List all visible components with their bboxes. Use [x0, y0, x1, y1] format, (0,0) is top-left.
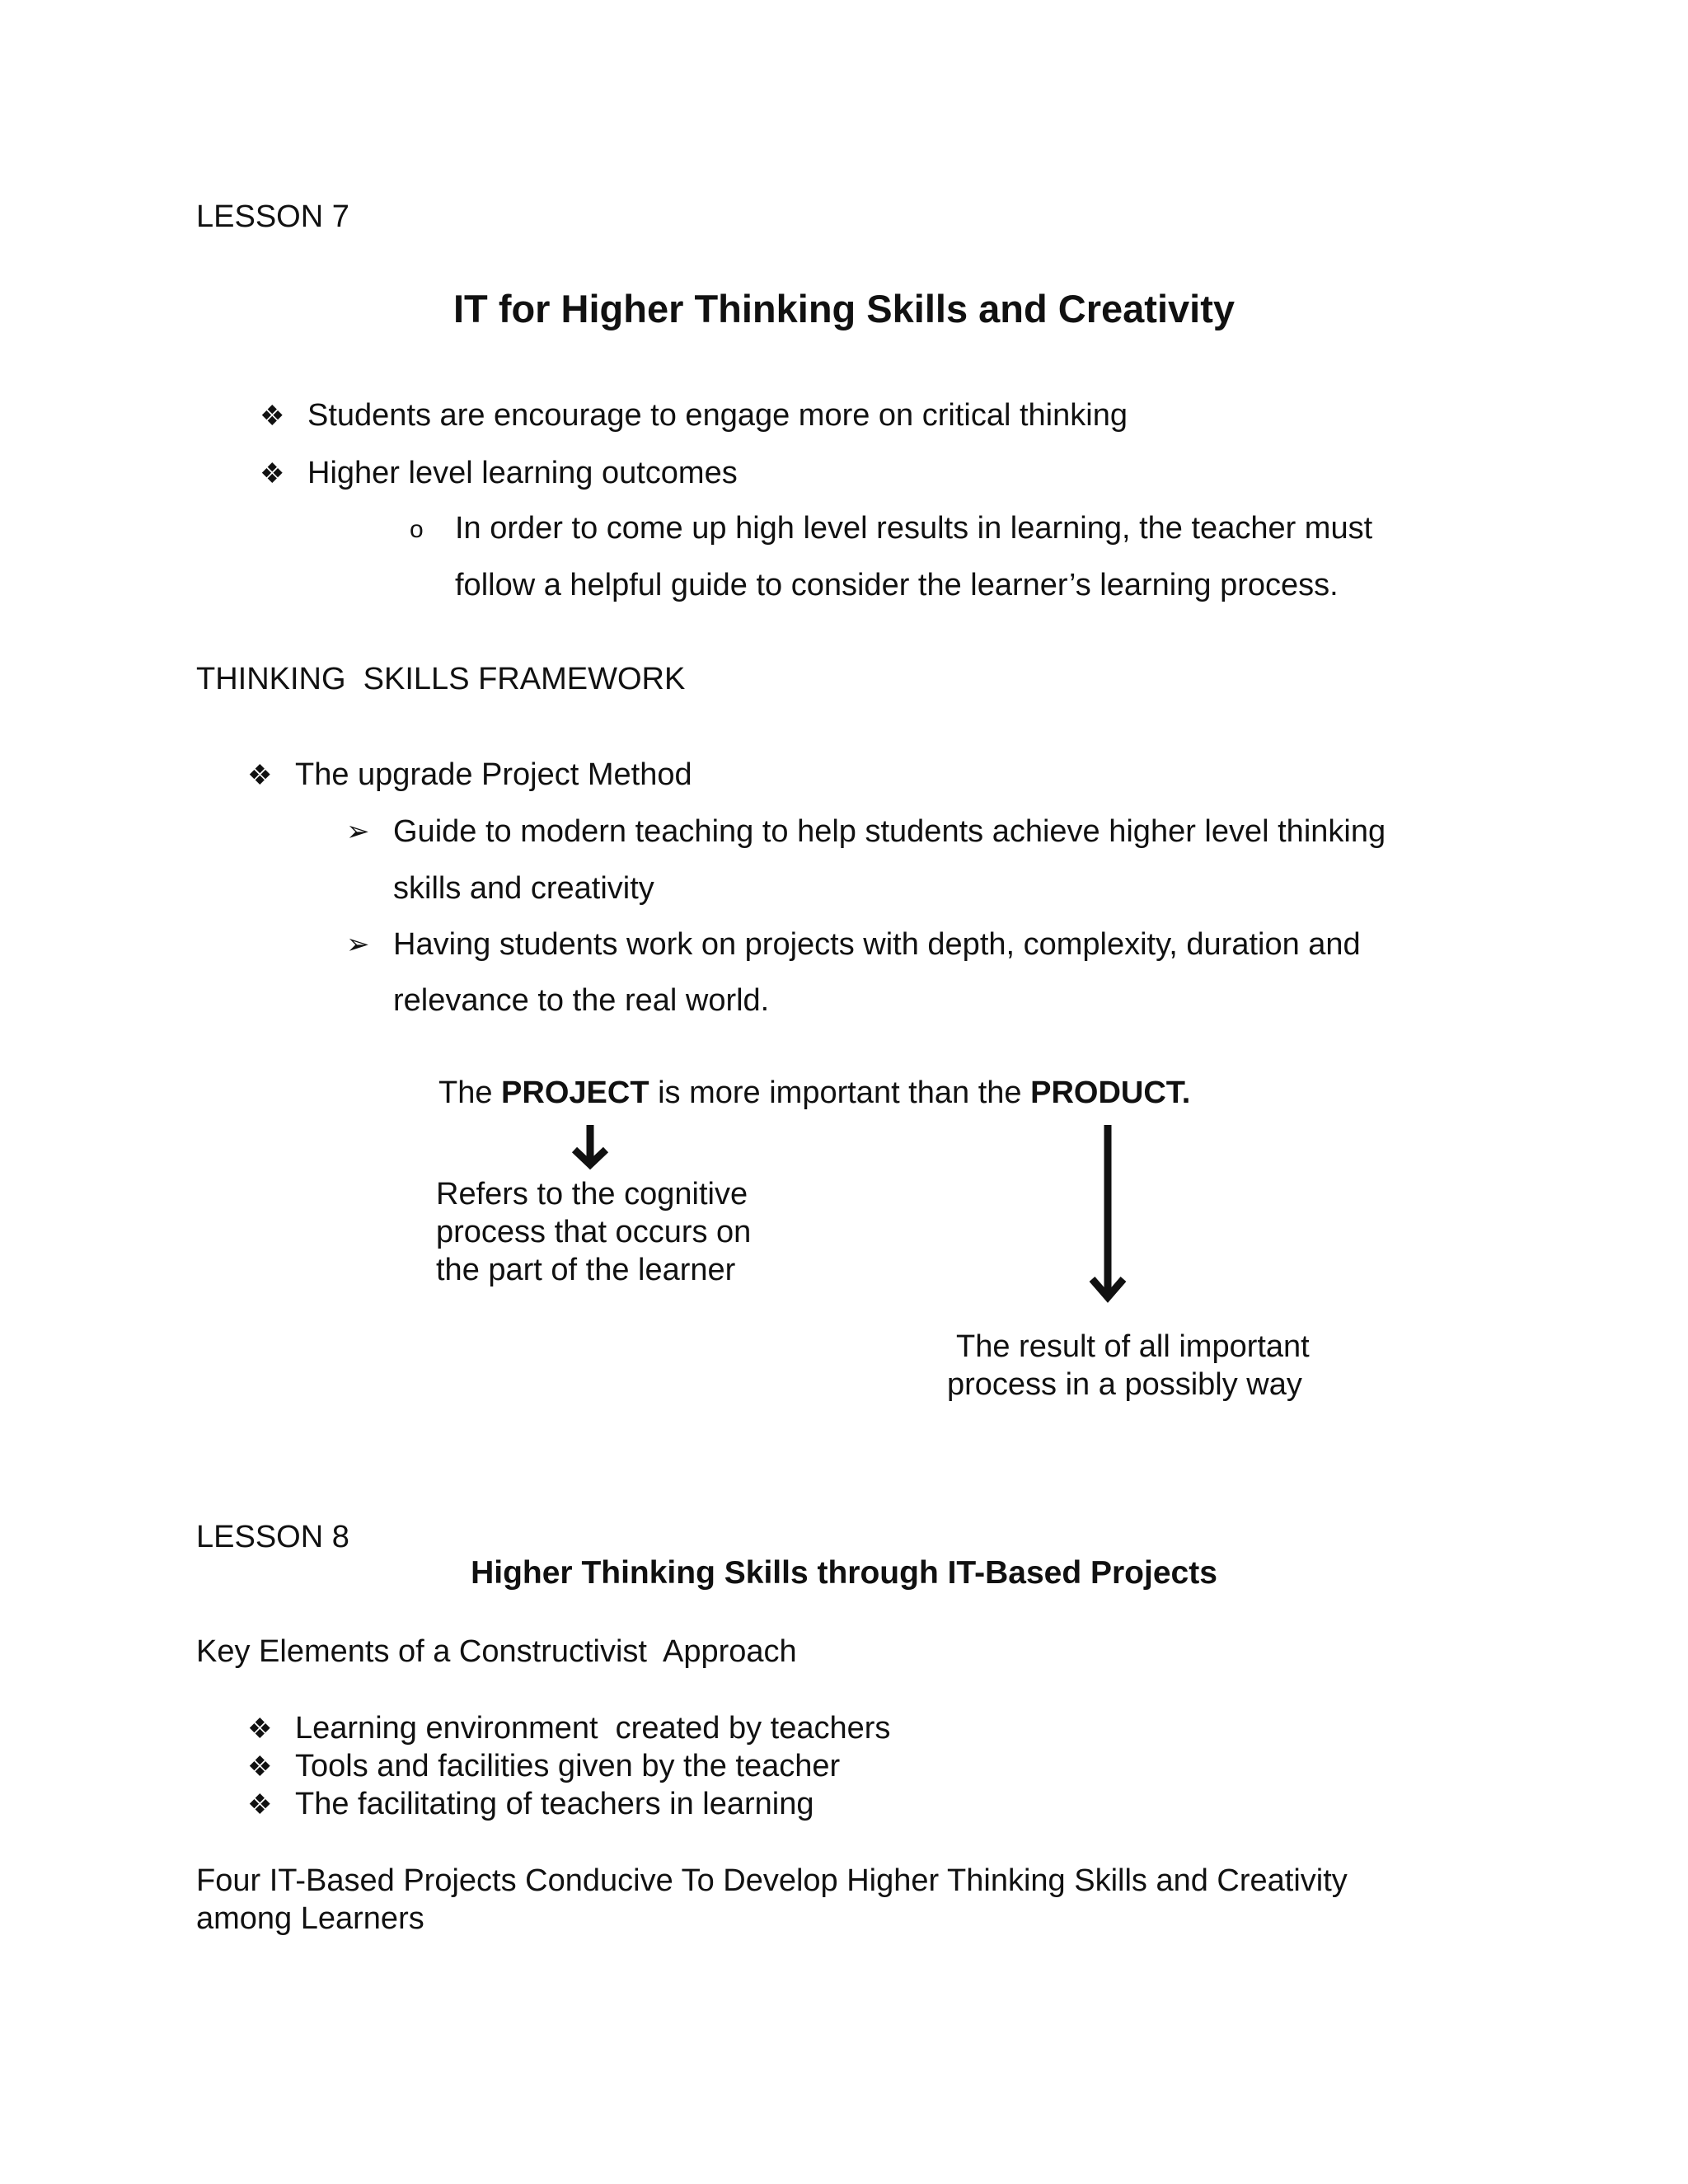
project-note-line3: the part of the learner [436, 1253, 736, 1287]
diamond-bullet-icon: ❖ [247, 1713, 273, 1745]
lesson7-title: IT for Higher Thinking Skills and Creativity [453, 287, 1235, 330]
lesson7-label: LESSON 7 [196, 199, 349, 234]
project-down-arrow-icon [574, 1125, 606, 1165]
product-down-arrow-icon [1092, 1125, 1123, 1297]
framework-item-1-line2: skills and creativity [393, 871, 654, 906]
lesson7-bullet-1: Students are encourage to engage more on critical thinking [307, 398, 1128, 433]
diamond-bullet-icon: ❖ [247, 760, 273, 791]
lesson7-sub-bullet-line1: In order to come up high level results in learning, the teacher must [455, 511, 1373, 546]
key-element-2: Tools and facilities given by the teacher [295, 1749, 841, 1783]
framework-item-1-line1: Guide to modern teaching to help students achieve higher level thinking [393, 814, 1386, 849]
diamond-bullet-icon: ❖ [247, 1789, 273, 1821]
lesson8-title: Higher Thinking Skills through IT-Based Projects [471, 1555, 1217, 1591]
statement-project: PROJECT [501, 1076, 649, 1110]
key-element-3: The facilitating of teachers in learning [295, 1787, 814, 1821]
key-element-1: Learning environment created by teachers [295, 1711, 891, 1746]
lesson8-label: LESSON 8 [196, 1520, 349, 1554]
key-elements-heading: Key Elements of a Constructivist Approach [196, 1634, 797, 1669]
diamond-bullet-icon: ❖ [260, 401, 285, 432]
arrow-bullet-icon: ➢ [346, 929, 370, 960]
framework-item-2-line2: relevance to the real world. [393, 983, 770, 1018]
framework-item-2-line1: Having students work on projects with depth, complexity, duration and [393, 927, 1361, 962]
statement-middle: is more important than the [658, 1076, 1022, 1110]
lesson7-sub-bullet-line2: follow a helpful guide to consider the learner’s learning process. [455, 568, 1339, 602]
four-projects-line2: among Learners [196, 1901, 424, 1936]
product-note-line1: The result of all important [956, 1329, 1310, 1364]
arrow-bullet-icon: ➢ [346, 816, 370, 847]
diamond-bullet-icon: ❖ [247, 1751, 273, 1783]
diamond-bullet-icon: ❖ [260, 458, 285, 490]
project-note-line2: process that occurs on [436, 1215, 752, 1249]
statement-the: The [438, 1076, 493, 1110]
circle-bullet-icon: o [410, 516, 424, 543]
statement-product: PRODUCT. [1030, 1076, 1191, 1110]
four-projects-line1: Four IT-Based Projects Conducive To Develop Higher Thinking Skills and Creativity [196, 1863, 1348, 1898]
project-note-line1: Refers to the cognitive [436, 1177, 748, 1212]
product-note-line2: process in a possibly way [947, 1367, 1302, 1402]
lesson7-bullet-2: Higher level learning outcomes [307, 456, 738, 490]
framework-heading: THINKING SKILLS FRAMEWORK [196, 662, 686, 696]
framework-bullet: The upgrade Project Method [295, 757, 692, 792]
